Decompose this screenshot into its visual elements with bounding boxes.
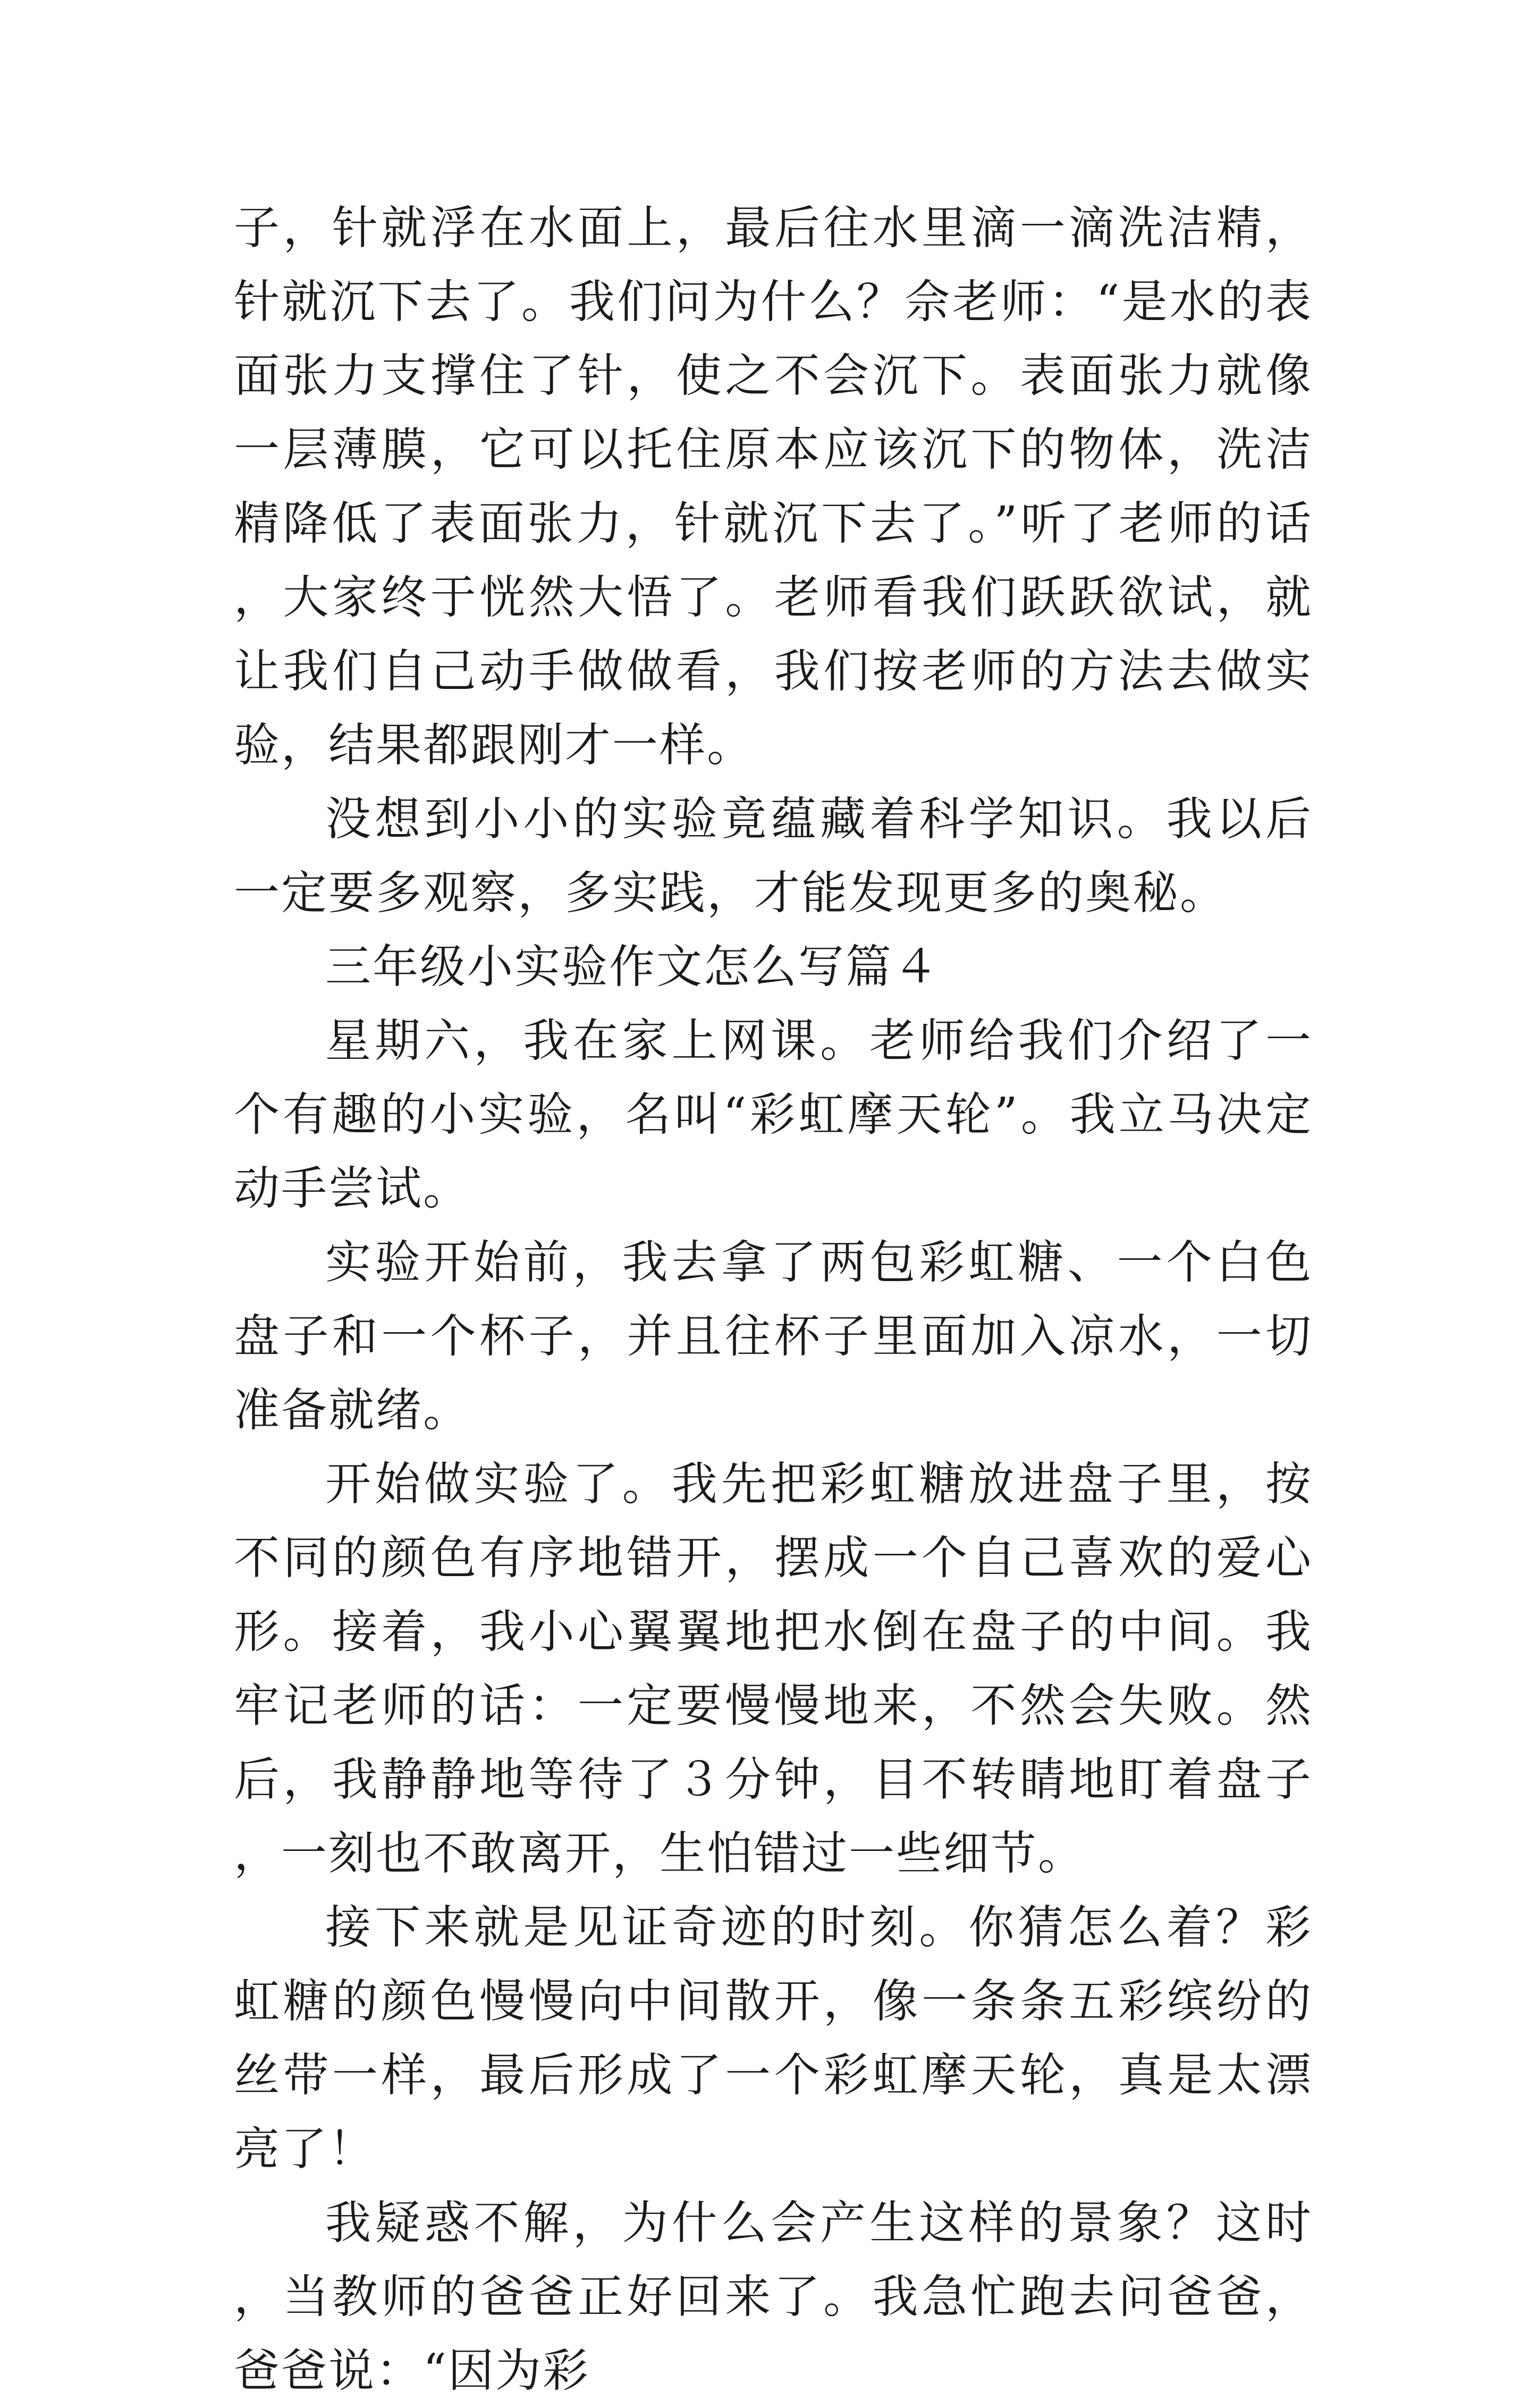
paragraph-continued: 子，针就浮在水面上，最后往水里滴一滴洗洁精，针就沉下去了。我们问为什么？佘老师：“是水的表面张力支撑住了针，使之不会沉下。表面张力就像一层薄膜，它可以托住原本应该沉下的物体，洗洁精降低了表面张力，针就沉下去了。”听了老师的话，大家终于恍然大悟了。老师看我们跃跃欲试，就让我们自己动手做做看，我们按老师的方法去做实验，结果都跟刚才一样。 (234, 201, 1313, 772)
section-heading: 三年级小实验作文怎么写篇４ (325, 940, 940, 993)
document-body (234, 191, 1313, 2408)
paragraph-intro: 星期六，我在家上网课。老师给我们介绍了一个有趣的小实验，名叫“彩虹摩天轮”。我立马决定动手尝试。 (234, 1014, 1313, 1215)
paragraph-procedure: 开始做实验了。我先把彩虹糖放进盘子里，按不同的颜色有序地错开，摆成一个自己喜欢的爱心形。接着，我小心翼翼地把水倒在盘子的中间。我牢记老师的话：一定要慢慢地来，不然会失败。然后，我静静地等待了３分钟，目不转睛地盯着盘子，一刻也不敢离开，生怕错过一些细节。 (234, 1458, 1313, 1880)
paragraph-result: 接下来就是见证奇迹的时刻。你猜怎么着？彩虹糖的颜色慢慢向中间散开，像一条条五彩缤纷的丝带一样，最后形成了一个彩虹摩天轮，真是太漂亮了！ (234, 1901, 1313, 2176)
paragraph-conclusion: 没想到小小的实验竟蕴藏着科学知识。我以后一定要多观察，多实践，才能发现更多的奥秘。 (234, 793, 1313, 920)
paragraph-question: 我疑惑不解，为什么会产生这样的景象？这时，当教师的爸爸正好回来了。我急忙跑去问爸爸，爸爸说：“因为彩 (234, 2196, 1313, 2397)
paragraph-preparation: 实验开始前，我去拿了两包彩虹糖、一个白色盘子和一个杯子，并且往杯子里面加入凉水，一切准备就绪。 (234, 1236, 1313, 1437)
